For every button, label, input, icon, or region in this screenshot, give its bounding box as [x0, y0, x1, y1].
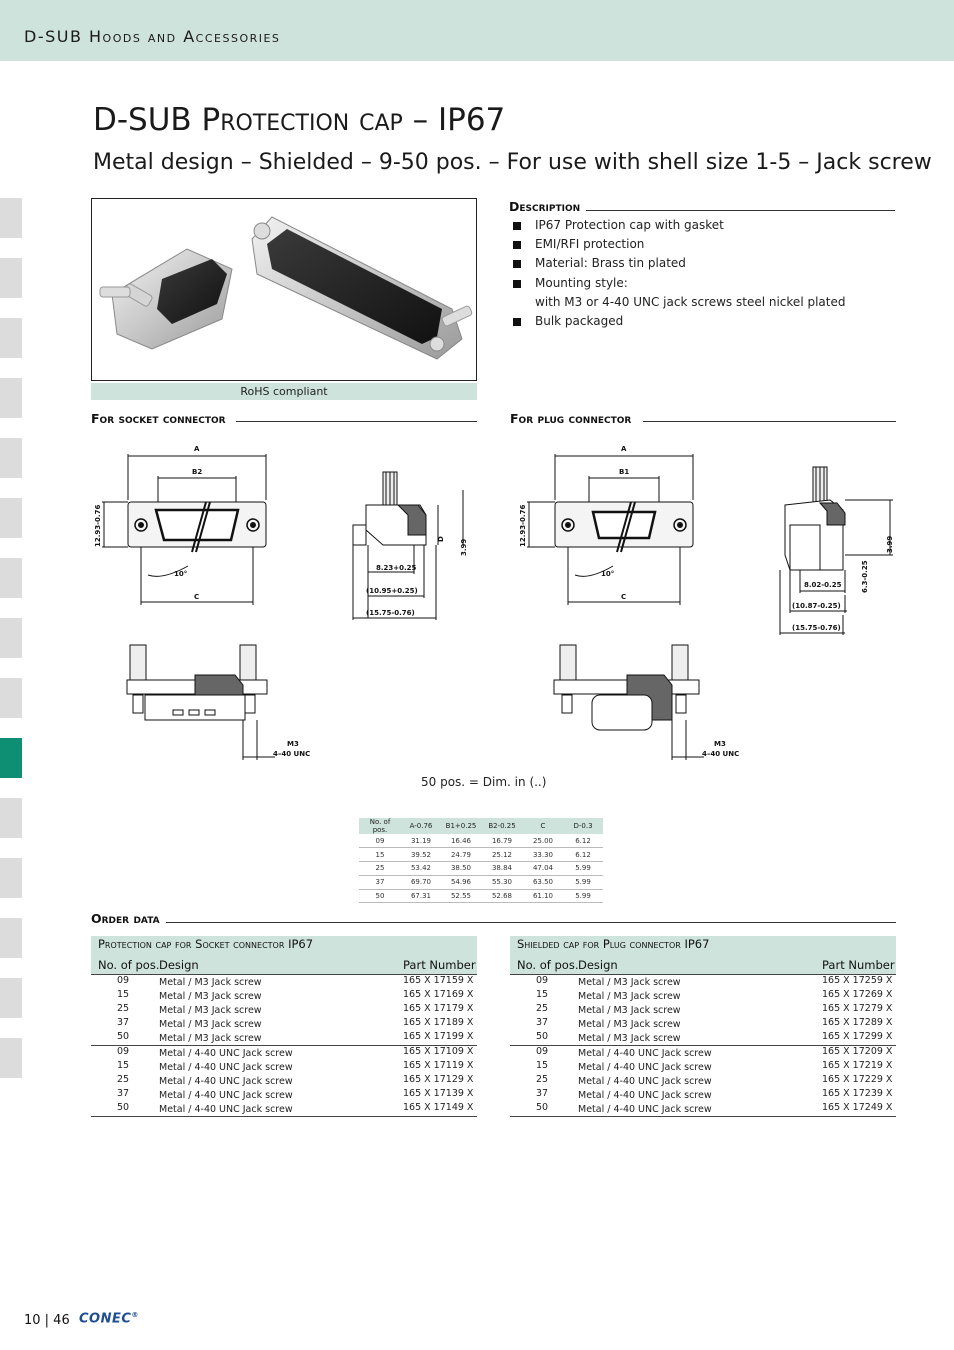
dim-label-m3: M3	[287, 740, 299, 748]
table-cell: 38.84	[481, 862, 523, 876]
table-row	[91, 1031, 477, 1045]
dimension-note: 50 pos. = Dim. in (..)	[421, 775, 547, 789]
description-item: Bulk packaged	[511, 312, 896, 331]
table-row	[91, 989, 477, 1003]
col-header: A-0.76	[401, 818, 441, 834]
table-cell: 39.52	[401, 848, 441, 862]
table-cell: 16.79	[481, 834, 523, 848]
description-item: Material: Brass tin plated	[511, 254, 896, 273]
table-row	[359, 862, 603, 876]
row-part-number: 165 X 17159 X	[403, 975, 474, 986]
table-row	[91, 1060, 477, 1074]
page-subtitle: Metal design – Shielded – 9-50 pos. – For use with shell size 1-5 – Jack screw	[93, 150, 932, 175]
table-cell: 5.99	[563, 875, 603, 889]
row-positions: 37	[116, 1088, 130, 1099]
side-tab[interactable]	[0, 978, 22, 1018]
side-tab[interactable]	[0, 198, 22, 238]
col-header: D-0.3	[563, 818, 603, 834]
dim-label-height: 12.93-0.76	[519, 504, 527, 547]
table-cell: 63.50	[523, 875, 563, 889]
row-positions: 09	[116, 975, 130, 986]
table-cell: 16.46	[441, 834, 481, 848]
table-cell: 55.30	[481, 875, 523, 889]
table-cell: 69.70	[401, 875, 441, 889]
table-cell: 54.96	[441, 875, 481, 889]
conec-logo	[79, 1311, 139, 1326]
dim-label-a: A	[194, 445, 200, 453]
table-cell: 61.10	[523, 889, 563, 903]
table-row	[91, 1074, 477, 1088]
order-heading: Order data	[91, 911, 160, 926]
dim-label-d: D	[437, 536, 445, 542]
side-tab[interactable]	[0, 438, 22, 478]
row-part-number: 165 X 17229 X	[822, 1074, 893, 1085]
plug-order-header	[510, 936, 896, 974]
dim-label-unc: 4–40 UNC	[702, 750, 740, 758]
plug-side-drawing	[775, 465, 900, 640]
row-design: Metal / M3 Jack screw	[578, 991, 681, 1002]
col-header-design: Design	[159, 958, 199, 972]
row-separator	[510, 1116, 896, 1117]
page-number: 10 | 46	[24, 1313, 70, 1328]
table-cell: 25	[359, 862, 401, 876]
row-positions: 15	[116, 1060, 130, 1071]
dim-label-w1: 8.23+0.25	[376, 564, 417, 572]
table-cell: 31.19	[401, 834, 441, 848]
row-separator	[91, 1116, 477, 1117]
page-title: D-SUB Protection cap – IP67	[93, 102, 506, 138]
row-part-number: 165 X 17189 X	[403, 1017, 474, 1028]
side-tab[interactable]	[0, 918, 22, 958]
row-part-number: 165 X 17199 X	[403, 1031, 474, 1042]
plug-rule	[643, 421, 896, 422]
plug-front-drawing	[507, 440, 702, 615]
dim-label-height: 12.93-0.76	[94, 504, 102, 547]
row-positions: 25	[535, 1003, 549, 1014]
side-tab[interactable]	[0, 618, 22, 658]
dim-label-depth: 3.99	[460, 538, 468, 556]
row-design: Metal / M3 Jack screw	[578, 1005, 681, 1016]
plug-bottom-drawing	[552, 640, 747, 765]
socket-front-drawing	[88, 440, 278, 615]
col-header-part: Part Number	[822, 958, 895, 972]
row-design: Metal / 4-40 UNC Jack screw	[578, 1076, 712, 1087]
row-part-number: 165 X 17169 X	[403, 989, 474, 1000]
table-row	[510, 1017, 896, 1031]
table-cell: 52.68	[481, 889, 523, 903]
socket-rule	[236, 421, 477, 422]
row-part-number: 165 X 17149 X	[403, 1102, 474, 1113]
row-positions: 25	[535, 1074, 549, 1085]
table-cell: 67.31	[401, 889, 441, 903]
socket-heading: For socket connector	[91, 411, 226, 426]
table-row	[359, 848, 603, 862]
row-design: Metal / 4-40 UNC Jack screw	[159, 1090, 293, 1101]
row-positions: 15	[116, 989, 130, 1000]
col-header: No. of pos.	[359, 818, 401, 834]
table-cell: 47.04	[523, 862, 563, 876]
table-row	[510, 1074, 896, 1088]
table-row	[91, 1017, 477, 1031]
row-design: Metal / 4-40 UNC Jack screw	[159, 1076, 293, 1087]
row-part-number: 165 X 17269 X	[822, 989, 893, 1000]
col-header-pos: No. of pos.	[98, 958, 160, 972]
row-positions: 15	[535, 989, 549, 1000]
table-cell: 33.30	[523, 848, 563, 862]
side-tab[interactable]	[0, 558, 22, 598]
table-cell: 24.79	[441, 848, 481, 862]
table-row	[510, 975, 896, 989]
table-cell: 52.55	[441, 889, 481, 903]
row-part-number: 165 X 17249 X	[822, 1102, 893, 1113]
row-design: Metal / 4-40 UNC Jack screw	[159, 1062, 293, 1073]
side-tab[interactable]	[0, 318, 22, 358]
row-design: Metal / M3 Jack screw	[578, 977, 681, 988]
table-row	[91, 1003, 477, 1017]
row-design: Metal / 4-40 UNC Jack screw	[578, 1048, 712, 1059]
table-row	[510, 1003, 896, 1017]
product-photo	[91, 198, 477, 381]
dimension-table	[359, 818, 603, 903]
row-positions: 50	[535, 1031, 549, 1042]
row-design: Metal / 4-40 UNC Jack screw	[159, 1048, 293, 1059]
row-positions: 09	[535, 975, 549, 986]
col-header: B1+0.25	[441, 818, 481, 834]
dim-label-angle: 10°	[601, 570, 615, 578]
description-item: EMI/RFI protection	[511, 235, 896, 254]
row-positions: 25	[116, 1074, 130, 1085]
row-design: Metal / 4-40 UNC Jack screw	[578, 1062, 712, 1073]
row-part-number: 165 X 17209 X	[822, 1046, 893, 1057]
table-row	[510, 989, 896, 1003]
row-part-number: 165 X 17259 X	[822, 975, 893, 986]
dimension-table-header	[359, 818, 603, 834]
plug-heading: For plug connector	[510, 411, 632, 426]
socket-bottom-drawing	[125, 640, 320, 765]
row-positions: 50	[116, 1102, 130, 1113]
row-design: Metal / M3 Jack screw	[578, 1019, 681, 1030]
header-band	[0, 0, 954, 61]
table-cell: 5.99	[563, 862, 603, 876]
description-item: Mounting style:	[511, 274, 896, 293]
table-row	[91, 1102, 477, 1116]
table-cell: 50	[359, 889, 401, 903]
row-part-number: 165 X 17179 X	[403, 1003, 474, 1014]
registered-mark: ®	[131, 1311, 139, 1319]
side-tab[interactable]	[0, 258, 22, 298]
dim-label-w2: (10.87-0.25)	[792, 602, 841, 610]
description-item-continued: with M3 or 4-40 UNC jack screws steel nickel plated	[535, 294, 846, 309]
row-positions: 09	[116, 1046, 130, 1057]
side-tab[interactable]	[0, 798, 22, 838]
row-design: Metal / M3 Jack screw	[159, 1019, 262, 1030]
socket-side-drawing	[348, 470, 473, 625]
dim-label-a: A	[621, 445, 627, 453]
row-design: Metal / M3 Jack screw	[159, 977, 262, 988]
side-tab[interactable]	[0, 1038, 22, 1078]
table-row	[359, 875, 603, 889]
dim-label-b1: B1	[619, 468, 630, 476]
protection-cap-illustration	[92, 199, 476, 380]
table-cell: 6.12	[563, 834, 603, 848]
side-tab[interactable]	[0, 498, 22, 538]
table-cell: 15	[359, 848, 401, 862]
side-tab-active[interactable]	[0, 738, 22, 778]
table-cell: 25.12	[481, 848, 523, 862]
row-design: Metal / 4-40 UNC Jack screw	[578, 1104, 712, 1115]
header-title: D-SUB Hoods and Accessories	[24, 27, 281, 46]
table-cell: 38.50	[441, 862, 481, 876]
row-design: Metal / 4-40 UNC Jack screw	[159, 1104, 293, 1115]
row-part-number: 165 X 17239 X	[822, 1088, 893, 1099]
dim-label-depth: 3.99	[886, 535, 894, 553]
col-header-part: Part Number	[403, 958, 476, 972]
description-rule	[586, 210, 895, 211]
order-rule	[166, 922, 896, 923]
dim-label-w1: 8.02-0.25	[804, 581, 842, 589]
table-cell: 25.00	[523, 834, 563, 848]
rohs-caption: RoHS compliant	[91, 383, 477, 400]
col-header: B2-0.25	[481, 818, 523, 834]
row-design: Metal / M3 Jack screw	[159, 1033, 262, 1044]
description-heading: Description	[509, 199, 581, 214]
row-part-number: 165 X 17109 X	[403, 1046, 474, 1057]
dim-label-c: C	[194, 593, 200, 601]
table-cell: 09	[359, 834, 401, 848]
dim-label-w3: (15.75-0.76)	[792, 624, 841, 632]
table-row	[359, 834, 603, 848]
row-positions: 50	[116, 1031, 130, 1042]
table-row	[510, 1060, 896, 1074]
row-positions: 50	[535, 1102, 549, 1113]
row-positions: 37	[116, 1017, 130, 1028]
side-tab[interactable]	[0, 378, 22, 418]
table-row	[510, 1102, 896, 1116]
dim-label-b2: B2	[192, 468, 203, 476]
dim-label-angle: 10°	[174, 570, 188, 578]
dim-label-unc: 4–40 UNC	[273, 750, 311, 758]
dim-label-w1b: 6.3-0.25	[861, 560, 869, 593]
col-header-design: Design	[578, 958, 618, 972]
dim-label-c: C	[621, 593, 627, 601]
side-tab[interactable]	[0, 678, 22, 718]
table-cell: 5.99	[563, 889, 603, 903]
table-row	[91, 1088, 477, 1102]
table-cell: 53.42	[401, 862, 441, 876]
socket-order-header	[91, 936, 477, 974]
side-tab[interactable]	[0, 858, 22, 898]
row-positions: 25	[116, 1003, 130, 1014]
description-list	[511, 216, 896, 331]
socket-order-title: Protection cap for Socket connector IP67	[98, 937, 314, 951]
row-design: Metal / M3 Jack screw	[159, 1005, 262, 1016]
row-design: Metal / M3 Jack screw	[159, 991, 262, 1002]
row-design: Metal / 4-40 UNC Jack screw	[578, 1090, 712, 1101]
table-row	[359, 889, 603, 903]
table-row	[510, 1046, 896, 1060]
dim-label-m3: M3	[714, 740, 726, 748]
row-part-number: 165 X 17129 X	[403, 1074, 474, 1085]
socket-order-rows	[91, 974, 477, 1117]
row-positions: 37	[535, 1088, 549, 1099]
row-part-number: 165 X 17279 X	[822, 1003, 893, 1014]
row-positions: 09	[535, 1046, 549, 1057]
table-row	[91, 975, 477, 989]
table-row	[510, 1031, 896, 1045]
row-part-number: 165 X 17299 X	[822, 1031, 893, 1042]
table-row	[91, 1046, 477, 1060]
dim-label-w2: (10.95+0.25)	[366, 587, 418, 595]
row-design: Metal / M3 Jack screw	[578, 1033, 681, 1044]
table-cell: 37	[359, 875, 401, 889]
row-positions: 37	[535, 1017, 549, 1028]
socket-order-table	[91, 936, 477, 1117]
row-positions: 15	[535, 1060, 549, 1071]
col-header: C	[523, 818, 563, 834]
dim-label-w3: (15.75-0.76)	[366, 609, 415, 617]
plug-order-table	[510, 936, 896, 1117]
table-cell: 6.12	[563, 848, 603, 862]
plug-order-title: Shielded cap for Plug connector IP67	[517, 937, 710, 951]
row-part-number: 165 X 17139 X	[403, 1088, 474, 1099]
row-part-number: 165 X 17219 X	[822, 1060, 893, 1071]
row-part-number: 165 X 17119 X	[403, 1060, 474, 1071]
row-part-number: 165 X 17289 X	[822, 1017, 893, 1028]
col-header-pos: No. of pos.	[517, 958, 579, 972]
plug-order-rows	[510, 974, 896, 1117]
description-item: IP67 Protection cap with gasket	[511, 216, 896, 235]
logo-text: CONEC	[79, 1311, 132, 1327]
table-row	[510, 1088, 896, 1102]
